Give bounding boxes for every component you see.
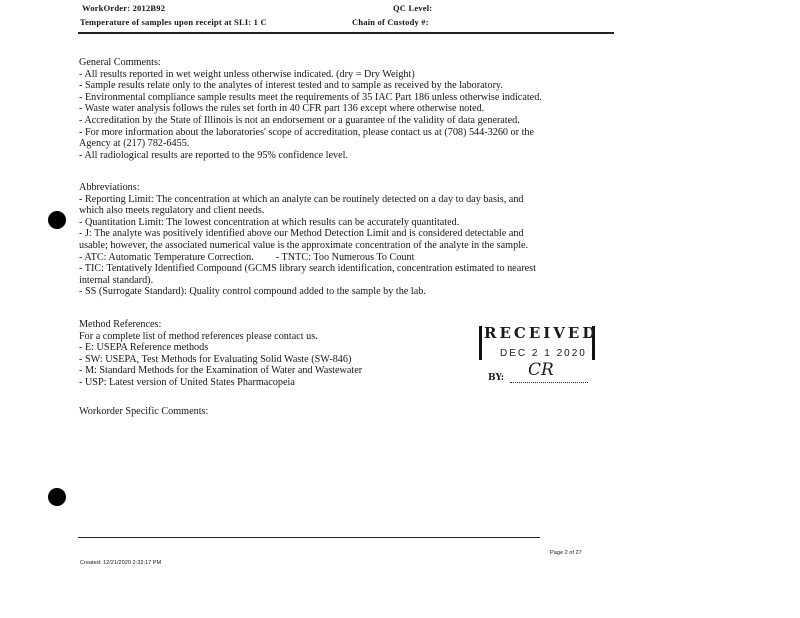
- method-reference-line: - USP: Latest version of United States Pharmacopeia: [79, 376, 295, 388]
- stamp-signature-initials: CR: [528, 360, 554, 380]
- tntc-definition: - TNTC: Too Numerous To Count: [275, 251, 415, 263]
- abbreviation-line: usable; however, the associated numerical value is the approximate concentration of the analyte in the sample.: [79, 239, 529, 251]
- stamp-date: DEC 2 1 2020: [500, 348, 587, 359]
- abbreviation-line: - Reporting Limit: The concentration at which an analyte can be routinely detected on a day to day basis, and: [79, 193, 524, 205]
- work-order-number: WorkOrder: 2012B92: [82, 3, 166, 13]
- stamp-left-bracket: [479, 326, 482, 360]
- created-timestamp: Created: 12/21/2020 2:32:17 PM: [80, 560, 162, 566]
- stamp-signature-line: [510, 382, 588, 383]
- abbreviation-line: which also meets regulatory and client needs.: [79, 205, 265, 217]
- atc-definition: - ATC: Automatic Temperature Correction.: [79, 251, 254, 263]
- abbreviation-line-atc-tntc: [79, 252, 609, 264]
- chain-of-custody-label: Chain of Custody #:: [352, 17, 429, 27]
- received-stamp: [478, 322, 600, 390]
- comment-line: - Accreditation by the State of Illinois is not an endorsement or a guarantee of the validity of data generated.: [79, 114, 520, 126]
- method-reference-line: For a complete list of method references please contact us.: [79, 330, 318, 342]
- abbreviations-title: Abbreviations:: [79, 182, 140, 193]
- header-divider: [78, 32, 614, 34]
- abbreviation-line: internal standard).: [79, 274, 154, 286]
- page-number: Page 2 of 27: [550, 550, 582, 556]
- comment-line: - All radiological results are reported to the 95% confidence level.: [79, 149, 349, 161]
- general-comments-section: [79, 57, 609, 161]
- abbreviation-line: - TIC: Tentatively Identified Compound (GCMS library search identification, concentration estimated to nearest: [79, 263, 536, 275]
- sample-temperature: Temperature of samples upon receipt at SLI: 1 C: [80, 17, 267, 27]
- comment-line: - For more information about the laboratories' scope of accreditation, please contact us at (708) 544-3260 or the: [79, 126, 535, 138]
- comment-line: - All results reported in wet weight unless otherwise indicated. (dry = Dry Weight): [79, 68, 415, 80]
- stamp-received-word: RECEIVED: [484, 324, 599, 342]
- comment-line: - Sample results relate only to the analytes of interest tested and to sample as received by the laboratory.: [79, 80, 503, 92]
- method-references-title: Method References:: [79, 319, 162, 330]
- comment-line: - Waste water analysis follows the rules set forth in 40 CFR part 136 except where otherwise noted.: [79, 103, 485, 115]
- method-reference-line: - SW: USEPA, Test Methods for Evaluating Solid Waste (SW-846): [79, 353, 352, 365]
- comment-line: - Environmental compliance sample results meet the requirements of 35 IAC Part 186 unless otherwise indicated.: [79, 91, 542, 103]
- punch-hole-top: [48, 211, 66, 229]
- abbreviations-section: [79, 182, 609, 298]
- footer-divider: [78, 537, 540, 538]
- general-comments-title: General Comments:: [79, 57, 161, 68]
- method-reference-line: - M: Standard Methods for the Examination of Water and Wastewater: [79, 365, 363, 377]
- abbreviation-line: - J: The analyte was positively identified above our Method Detection Limit and is considered detectable and: [79, 228, 524, 240]
- comment-line: Agency at (217) 782-6455.: [79, 138, 190, 150]
- method-references-section: [79, 319, 459, 389]
- workorder-comments-title: Workorder Specific Comments:: [79, 406, 209, 417]
- abbreviation-line: - Quantitation Limit: The lowest concentration at which results can be accurately quantitated.: [79, 216, 460, 228]
- punch-hole-bottom: [48, 488, 66, 506]
- abbreviation-line: - SS (Surrogate Standard): Quality control compound added to the sample by the lab.: [79, 286, 426, 298]
- stamp-by-label: BY:: [488, 373, 505, 383]
- qc-level-label: QC Level:: [393, 3, 433, 13]
- method-reference-line: - E: USEPA Reference methods: [79, 342, 209, 354]
